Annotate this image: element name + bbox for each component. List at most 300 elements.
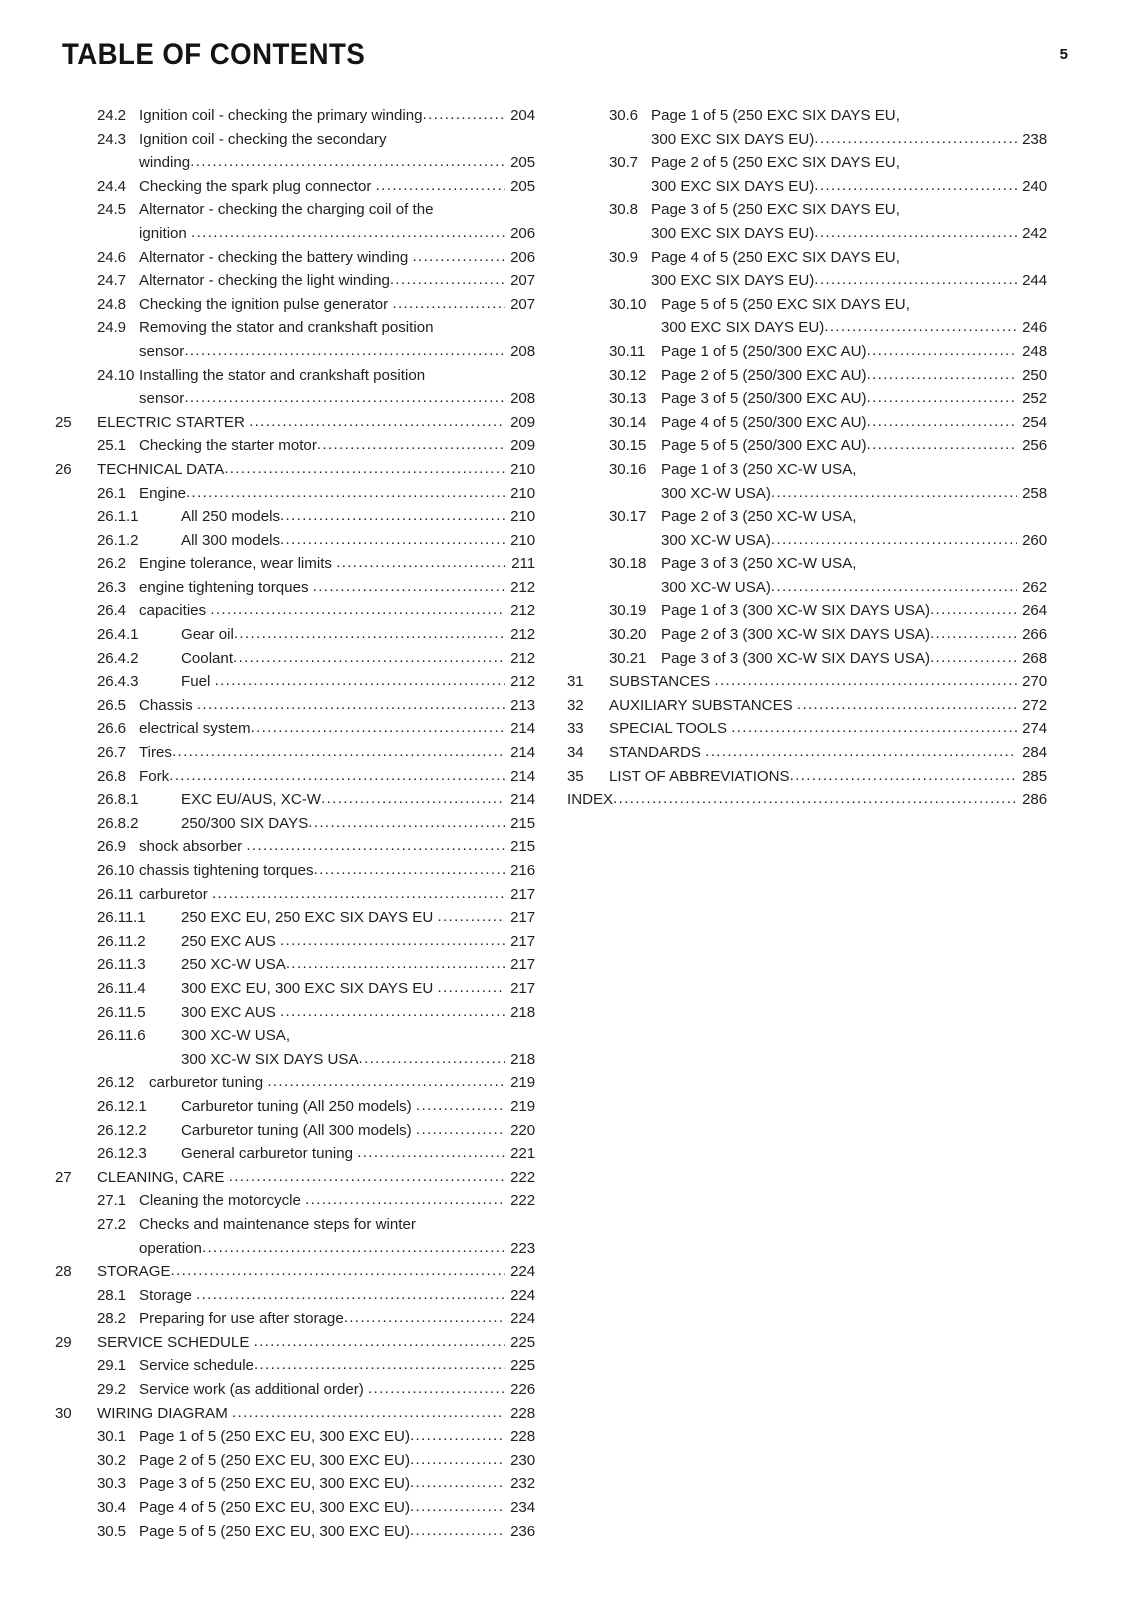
toc-entry-page: 223 [510, 1239, 535, 1257]
toc-entry-page: 207 [510, 272, 535, 290]
toc-entry-title: WIRING DIAGRAM [97, 1404, 233, 1422]
toc-entry-body [139, 269, 535, 293]
toc-entry-page: 212 [510, 626, 535, 644]
toc-entry-title: Alternator - checking the light winding [139, 272, 390, 290]
toc-entry-number: 25 [55, 413, 72, 431]
dot-leader [197, 693, 505, 717]
toc-entry[interactable] [55, 977, 535, 1001]
toc-entry[interactable] [55, 1142, 535, 1166]
toc-entry-body [139, 1307, 535, 1331]
toc-entry[interactable] [567, 411, 1047, 435]
toc-entry[interactable] [55, 576, 535, 600]
toc-entry-line [139, 269, 535, 293]
toc-entry-page: 206 [510, 248, 535, 266]
toc-entry[interactable] [567, 505, 1047, 552]
toc-entry-number: 26.11.1 [97, 909, 146, 927]
toc-entry-title: operation [139, 1239, 202, 1257]
toc-entry-title: Page 2 of 5 (250 EXC EU, 300 EXC EU) [139, 1451, 410, 1469]
toc-entry-line [609, 717, 1047, 741]
toc-entry[interactable] [55, 175, 535, 199]
toc-entry-body [661, 599, 1047, 623]
toc-entry-title: Cleaning the motorcycle [139, 1192, 306, 1210]
toc-entry[interactable] [55, 1071, 535, 1095]
toc-entry-body [139, 1520, 535, 1544]
toc-entry-line [661, 505, 1047, 529]
dot-leader [359, 1047, 505, 1071]
toc-entry-line [661, 552, 1047, 576]
toc-entry-title: Page 2 of 5 (250 EXC SIX DAYS EU, [651, 154, 900, 172]
toc-entry[interactable] [55, 1449, 535, 1473]
toc-entry[interactable] [55, 316, 535, 363]
toc-entry-line [181, 812, 535, 836]
toc-entry[interactable] [567, 694, 1047, 718]
toc-entry-number: 30.21 [609, 649, 647, 667]
toc-entry-number: 24.6 [97, 248, 126, 266]
toc-entry[interactable] [55, 1520, 535, 1544]
toc-entry-body [139, 1378, 535, 1402]
dot-leader [280, 528, 505, 552]
toc-entry[interactable] [55, 411, 535, 435]
toc-entry-body [181, 1119, 535, 1143]
toc-entry-body [651, 198, 1047, 245]
toc-entry-line [139, 552, 535, 576]
toc-entry-body [97, 1402, 535, 1426]
toc-entry-title: carburetor [139, 885, 212, 903]
toc-entry-line [181, 788, 535, 812]
toc-entry-line [139, 175, 535, 199]
toc-entry-page: 270 [1022, 673, 1047, 691]
toc-entry[interactable] [55, 1496, 535, 1520]
toc-entry-title: STORAGE [97, 1263, 171, 1281]
toc-entry-line [139, 1354, 535, 1378]
toc-entry[interactable] [55, 812, 535, 836]
dot-leader [308, 811, 505, 835]
toc-entry[interactable] [55, 293, 535, 317]
toc-entry-page: 214 [510, 720, 535, 738]
toc-entry[interactable] [55, 1472, 535, 1496]
toc-entry[interactable] [567, 623, 1047, 647]
toc-entry-page: 225 [510, 1333, 535, 1351]
toc-entry-line [651, 175, 1047, 199]
toc-entry-title: Page 1 of 5 (250 EXC SIX DAYS EU, [651, 107, 900, 124]
toc-entry-line [181, 505, 535, 529]
toc-entry[interactable] [567, 552, 1047, 599]
toc-entry[interactable] [567, 788, 1047, 812]
toc-entry-line [139, 434, 535, 458]
dot-leader [413, 245, 505, 269]
toc-entry-title: Checks and maintenance steps for winter [139, 1215, 416, 1233]
toc-entry-body [139, 1354, 535, 1378]
dot-leader [336, 551, 505, 575]
toc-entry-line [651, 104, 1047, 128]
toc-entry[interactable] [55, 529, 535, 553]
toc-entry[interactable] [55, 552, 535, 576]
toc-entry-page: 210 [510, 508, 535, 526]
dot-leader [392, 292, 505, 316]
toc-entry-page: 212 [510, 649, 535, 667]
toc-entry-line [661, 293, 1047, 317]
toc-entry[interactable] [55, 482, 535, 506]
toc-entry-body [181, 1142, 535, 1166]
toc-entry-line [139, 717, 535, 741]
dot-leader [169, 764, 505, 788]
toc-entry-title: Tires [139, 744, 172, 762]
toc-entry-body [661, 505, 1047, 552]
toc-entry-body [139, 1213, 535, 1260]
toc-entry-line [651, 198, 1047, 222]
toc-entry[interactable] [567, 599, 1047, 623]
toc-entry-number: 26.4 [97, 602, 126, 620]
toc-entry[interactable] [55, 1260, 535, 1284]
toc-entry[interactable] [55, 859, 535, 883]
dot-leader [229, 1165, 505, 1189]
toc-entry[interactable] [55, 599, 535, 623]
toc-entry-title: Page 4 of 5 (250/300 EXC AU) [661, 413, 867, 431]
toc-entry-body [139, 576, 535, 600]
toc-entry[interactable] [55, 930, 535, 954]
toc-entry-page: 210 [510, 531, 535, 549]
toc-entry[interactable] [55, 1425, 535, 1449]
toc-entry-body [97, 1331, 535, 1355]
dot-leader [390, 268, 505, 292]
toc-entry-body [97, 458, 535, 482]
toc-entry-page: 256 [1022, 437, 1047, 455]
toc-entry-number: 27.2 [97, 1215, 126, 1233]
page-header [62, 38, 1068, 84]
toc-entry-title: STANDARDS [609, 744, 706, 762]
dot-leader [771, 575, 1017, 599]
toc-entry[interactable] [55, 434, 535, 458]
toc-entry-number: 26.6 [97, 720, 126, 738]
toc-entry-line [97, 1260, 535, 1284]
toc-column-right [567, 104, 1047, 812]
dot-leader [191, 221, 505, 245]
toc-entry[interactable] [55, 1213, 535, 1260]
toc-entry-line [139, 104, 535, 128]
toc-entry-title: Page 2 of 3 (250 XC-W USA, [661, 508, 857, 526]
toc-entry-body [609, 670, 1047, 694]
toc-entry-number: 26 [55, 460, 72, 478]
toc-entry-number: 27.1 [97, 1192, 126, 1210]
toc-entry[interactable] [55, 364, 535, 411]
toc-entry-body [181, 1001, 535, 1025]
toc-entry-body [181, 953, 535, 977]
toc-entry-page: 228 [510, 1404, 535, 1422]
toc-entry-line [139, 1449, 535, 1473]
toc-entry-body [181, 670, 535, 694]
toc-entry-number: 31 [567, 673, 584, 691]
dot-leader [930, 598, 1017, 622]
toc-entry-line [609, 741, 1047, 765]
toc-entry[interactable] [567, 765, 1047, 789]
dot-leader [437, 905, 505, 929]
toc-entry[interactable] [55, 128, 535, 175]
toc-entry-page: 240 [1022, 177, 1047, 195]
toc-entry-line [661, 458, 1047, 482]
toc-entry-page: 260 [1022, 531, 1047, 549]
toc-entry[interactable] [55, 1307, 535, 1331]
toc-entry[interactable] [55, 717, 535, 741]
toc-entry[interactable] [55, 1119, 535, 1143]
toc-entry[interactable] [567, 434, 1047, 458]
toc-entry-body [661, 647, 1047, 671]
dot-leader [731, 716, 1017, 740]
toc-entry[interactable] [55, 765, 535, 789]
toc-entry-number: 26.5 [97, 696, 126, 714]
dot-leader [867, 410, 1017, 434]
toc-entry-number: 29.1 [97, 1357, 126, 1375]
toc-entry[interactable] [55, 1095, 535, 1119]
toc-entry-number: 30.5 [97, 1522, 126, 1540]
toc-entry[interactable] [55, 1331, 535, 1355]
dot-leader [321, 787, 505, 811]
toc-entry-title: Fuel [181, 673, 215, 691]
toc-entry-title: TECHNICAL DATA [97, 460, 225, 478]
toc-entry[interactable] [567, 458, 1047, 505]
toc-entry[interactable] [567, 340, 1047, 364]
toc-entry-body [139, 1284, 535, 1308]
toc-entry-page: 258 [1022, 484, 1047, 502]
toc-entry-body [139, 175, 535, 199]
toc-entry-title: Checking the ignition pulse generator [139, 295, 393, 313]
toc-entry-number: 30.1 [97, 1428, 126, 1446]
toc-entry-body [609, 765, 1047, 789]
toc-entry-line [651, 222, 1047, 246]
toc-entry-title: Page 5 of 5 (250/300 EXC AU) [661, 437, 867, 455]
toc-entry-number: 27 [55, 1168, 72, 1186]
toc-entry-body [661, 387, 1047, 411]
toc-entry-page: 222 [510, 1168, 535, 1186]
toc-entry[interactable] [55, 953, 535, 977]
toc-entry-number: 28.2 [97, 1310, 126, 1328]
toc-entry[interactable] [55, 883, 535, 907]
toc-entry-body [661, 552, 1047, 599]
toc-entry-number: 30.13 [609, 390, 647, 408]
toc-entry[interactable] [55, 1024, 535, 1071]
toc-entry-page: 284 [1022, 744, 1047, 762]
toc-entry-number: 24.2 [97, 107, 126, 124]
toc-entry[interactable] [55, 835, 535, 859]
toc-entry-page: 207 [510, 295, 535, 313]
toc-entry-page: 224 [510, 1286, 535, 1304]
toc-entry-title: Chassis [139, 696, 197, 714]
toc-entry-title: 300 EXC SIX DAYS EU) [651, 272, 815, 290]
toc-entry-title: capacities [139, 602, 211, 620]
toc-entry-line [139, 128, 535, 152]
toc-entry-title: Page 5 of 5 (250 EXC SIX DAYS EU, [661, 295, 910, 313]
toc-entry-body [139, 859, 535, 883]
toc-entry-body [181, 647, 535, 671]
toc-entry[interactable] [567, 387, 1047, 411]
toc-entry-page: 242 [1022, 224, 1047, 242]
toc-entry-body [139, 246, 535, 270]
toc-entry-title: Page 5 of 5 (250 EXC EU, 300 EXC EU) [139, 1522, 410, 1540]
toc-entry-title: All 300 models [181, 531, 281, 549]
toc-entry[interactable] [55, 505, 535, 529]
toc-entry[interactable] [567, 647, 1047, 671]
dot-leader [313, 575, 505, 599]
toc-entry-page: 215 [510, 814, 535, 832]
toc-entry[interactable] [55, 623, 535, 647]
toc-entry-body [181, 1024, 535, 1071]
toc-entry[interactable] [55, 1284, 535, 1308]
toc-entry-page: 215 [510, 838, 535, 856]
toc-entry[interactable] [567, 151, 1047, 198]
toc-entry-body [661, 623, 1047, 647]
toc-entry[interactable] [55, 1166, 535, 1190]
dot-leader [172, 740, 505, 764]
toc-entry-line [181, 1048, 535, 1072]
toc-entry[interactable] [567, 670, 1047, 694]
toc-entry[interactable] [55, 1378, 535, 1402]
dot-leader [280, 1000, 505, 1024]
toc-entry-line [139, 1213, 535, 1237]
dot-leader [267, 1070, 505, 1094]
toc-entry-body [181, 1095, 535, 1119]
toc-entry-body [661, 364, 1047, 388]
toc-entry-title: Page 1 of 3 (300 XC-W SIX DAYS USA) [661, 602, 930, 620]
toc-entry-line [661, 364, 1047, 388]
toc-entry-page: 236 [510, 1522, 535, 1540]
toc-entry[interactable] [567, 717, 1047, 741]
toc-entry[interactable] [567, 198, 1047, 245]
toc-entry-line [139, 222, 535, 246]
toc-entry[interactable] [55, 1001, 535, 1025]
toc-entry[interactable] [55, 1354, 535, 1378]
toc-entry[interactable] [55, 694, 535, 718]
toc-entry[interactable] [55, 198, 535, 245]
toc-entry-page: 234 [510, 1499, 535, 1517]
toc-entry[interactable] [55, 269, 535, 293]
toc-entry-title: Checking the starter motor [139, 437, 317, 455]
toc-entry-line [661, 411, 1047, 435]
toc-entry[interactable] [55, 246, 535, 270]
toc-entry-body [609, 741, 1047, 765]
dot-leader [437, 976, 505, 1000]
toc-entry-page: 252 [1022, 390, 1047, 408]
toc-entry[interactable] [55, 1189, 535, 1213]
toc-entry-line [139, 765, 535, 789]
toc-column-left [55, 104, 535, 1543]
toc-entry-number: 26.12 [97, 1074, 135, 1092]
toc-entry-page: 244 [1022, 272, 1047, 290]
toc-entry-line [139, 1520, 535, 1544]
toc-entry[interactable] [567, 246, 1047, 293]
dot-leader [423, 103, 505, 127]
toc-entry-line [139, 316, 535, 340]
toc-entry-title: Page 3 of 3 (300 XC-W SIX DAYS USA) [661, 649, 930, 667]
toc-entry-page: 248 [1022, 342, 1047, 360]
dot-leader [416, 1118, 505, 1142]
toc-entry-number: 26.8 [97, 767, 126, 785]
toc-entry-line [139, 859, 535, 883]
toc-entry-line [181, 623, 535, 647]
toc-entry-number: 33 [567, 720, 584, 738]
toc-entry-page: 208 [510, 342, 535, 360]
toc-entry[interactable] [55, 788, 535, 812]
toc-entry-line [567, 788, 1047, 812]
toc-entry[interactable] [55, 906, 535, 930]
toc-entry-number: 32 [567, 696, 584, 714]
toc-entry-line [181, 1142, 535, 1166]
toc-entry-body [139, 316, 535, 363]
dot-leader [171, 1259, 505, 1283]
toc-entry-line [139, 482, 535, 506]
toc-entry-page: 250 [1022, 366, 1047, 384]
dot-leader [344, 1306, 505, 1330]
toc-entry-page: 212 [510, 673, 535, 691]
toc-entry-title: sensor [139, 390, 185, 408]
toc-entry-number: 26.12.3 [97, 1145, 147, 1163]
toc-entry-body [139, 198, 535, 245]
toc-entry[interactable] [55, 670, 535, 694]
toc-entry-title: Page 3 of 3 (250 XC-W USA, [661, 555, 857, 573]
toc-entry-number: 30.16 [609, 460, 647, 478]
toc-entry-title: 250 XC-W USA [181, 956, 286, 974]
toc-entry[interactable] [55, 458, 535, 482]
toc-entry-title: Carburetor tuning (All 300 models) [181, 1121, 416, 1139]
toc-entry-line [139, 694, 535, 718]
toc-entry-line [139, 293, 535, 317]
dot-leader [368, 1377, 505, 1401]
toc-entry-page: 209 [510, 437, 535, 455]
toc-entry-page: 208 [510, 390, 535, 408]
page-number: 5 [1059, 46, 1068, 63]
toc-entry-line [181, 977, 535, 1001]
dot-leader [196, 1283, 505, 1307]
toc-entry-line [139, 576, 535, 600]
toc-entry-number: 30.8 [609, 201, 638, 219]
toc-entry-title: 300 EXC AUS [181, 1003, 281, 1021]
toc-entry-body [181, 930, 535, 954]
toc-entry-line [139, 883, 535, 907]
toc-entry-line [139, 1307, 535, 1331]
toc-entry[interactable] [567, 364, 1047, 388]
toc-entry-number: 30.12 [609, 366, 647, 384]
toc-entry-page: 210 [510, 484, 535, 502]
toc-entry-title: 250/300 SIX DAYS [181, 814, 309, 832]
toc-entry[interactable] [55, 741, 535, 765]
toc-entry-title: 300 XC-W SIX DAYS USA [181, 1050, 359, 1068]
toc-entry-line [661, 340, 1047, 364]
toc-entry-page: 218 [510, 1003, 535, 1021]
dot-leader [305, 1188, 505, 1212]
toc-entry-number: 26.12.1 [97, 1097, 147, 1115]
toc-entry-body [139, 835, 535, 859]
toc-entry-number: 26.11.3 [97, 956, 146, 974]
toc-entry-body [651, 151, 1047, 198]
toc-entry-page: 209 [510, 413, 535, 431]
toc-entry-number: 26.4.3 [97, 673, 139, 691]
toc-entry[interactable] [55, 1402, 535, 1426]
toc-entry-line [181, 930, 535, 954]
toc-entry-line [181, 1024, 535, 1048]
dot-leader [771, 481, 1017, 505]
toc-entry-page: 212 [510, 578, 535, 596]
toc-entry[interactable] [567, 104, 1047, 151]
toc-entry-title: engine tightening torques [139, 578, 313, 596]
toc-entry-body [149, 1071, 535, 1095]
dot-leader [867, 339, 1017, 363]
dot-leader [376, 174, 505, 198]
toc-entry-title: 300 EXC EU, 300 EXC SIX DAYS EU [181, 979, 438, 997]
dot-leader [280, 504, 505, 528]
toc-entry[interactable] [55, 647, 535, 671]
toc-entry-line [661, 387, 1047, 411]
toc-entry[interactable] [55, 104, 535, 128]
toc-entry[interactable] [567, 741, 1047, 765]
toc-entry[interactable] [567, 293, 1047, 340]
